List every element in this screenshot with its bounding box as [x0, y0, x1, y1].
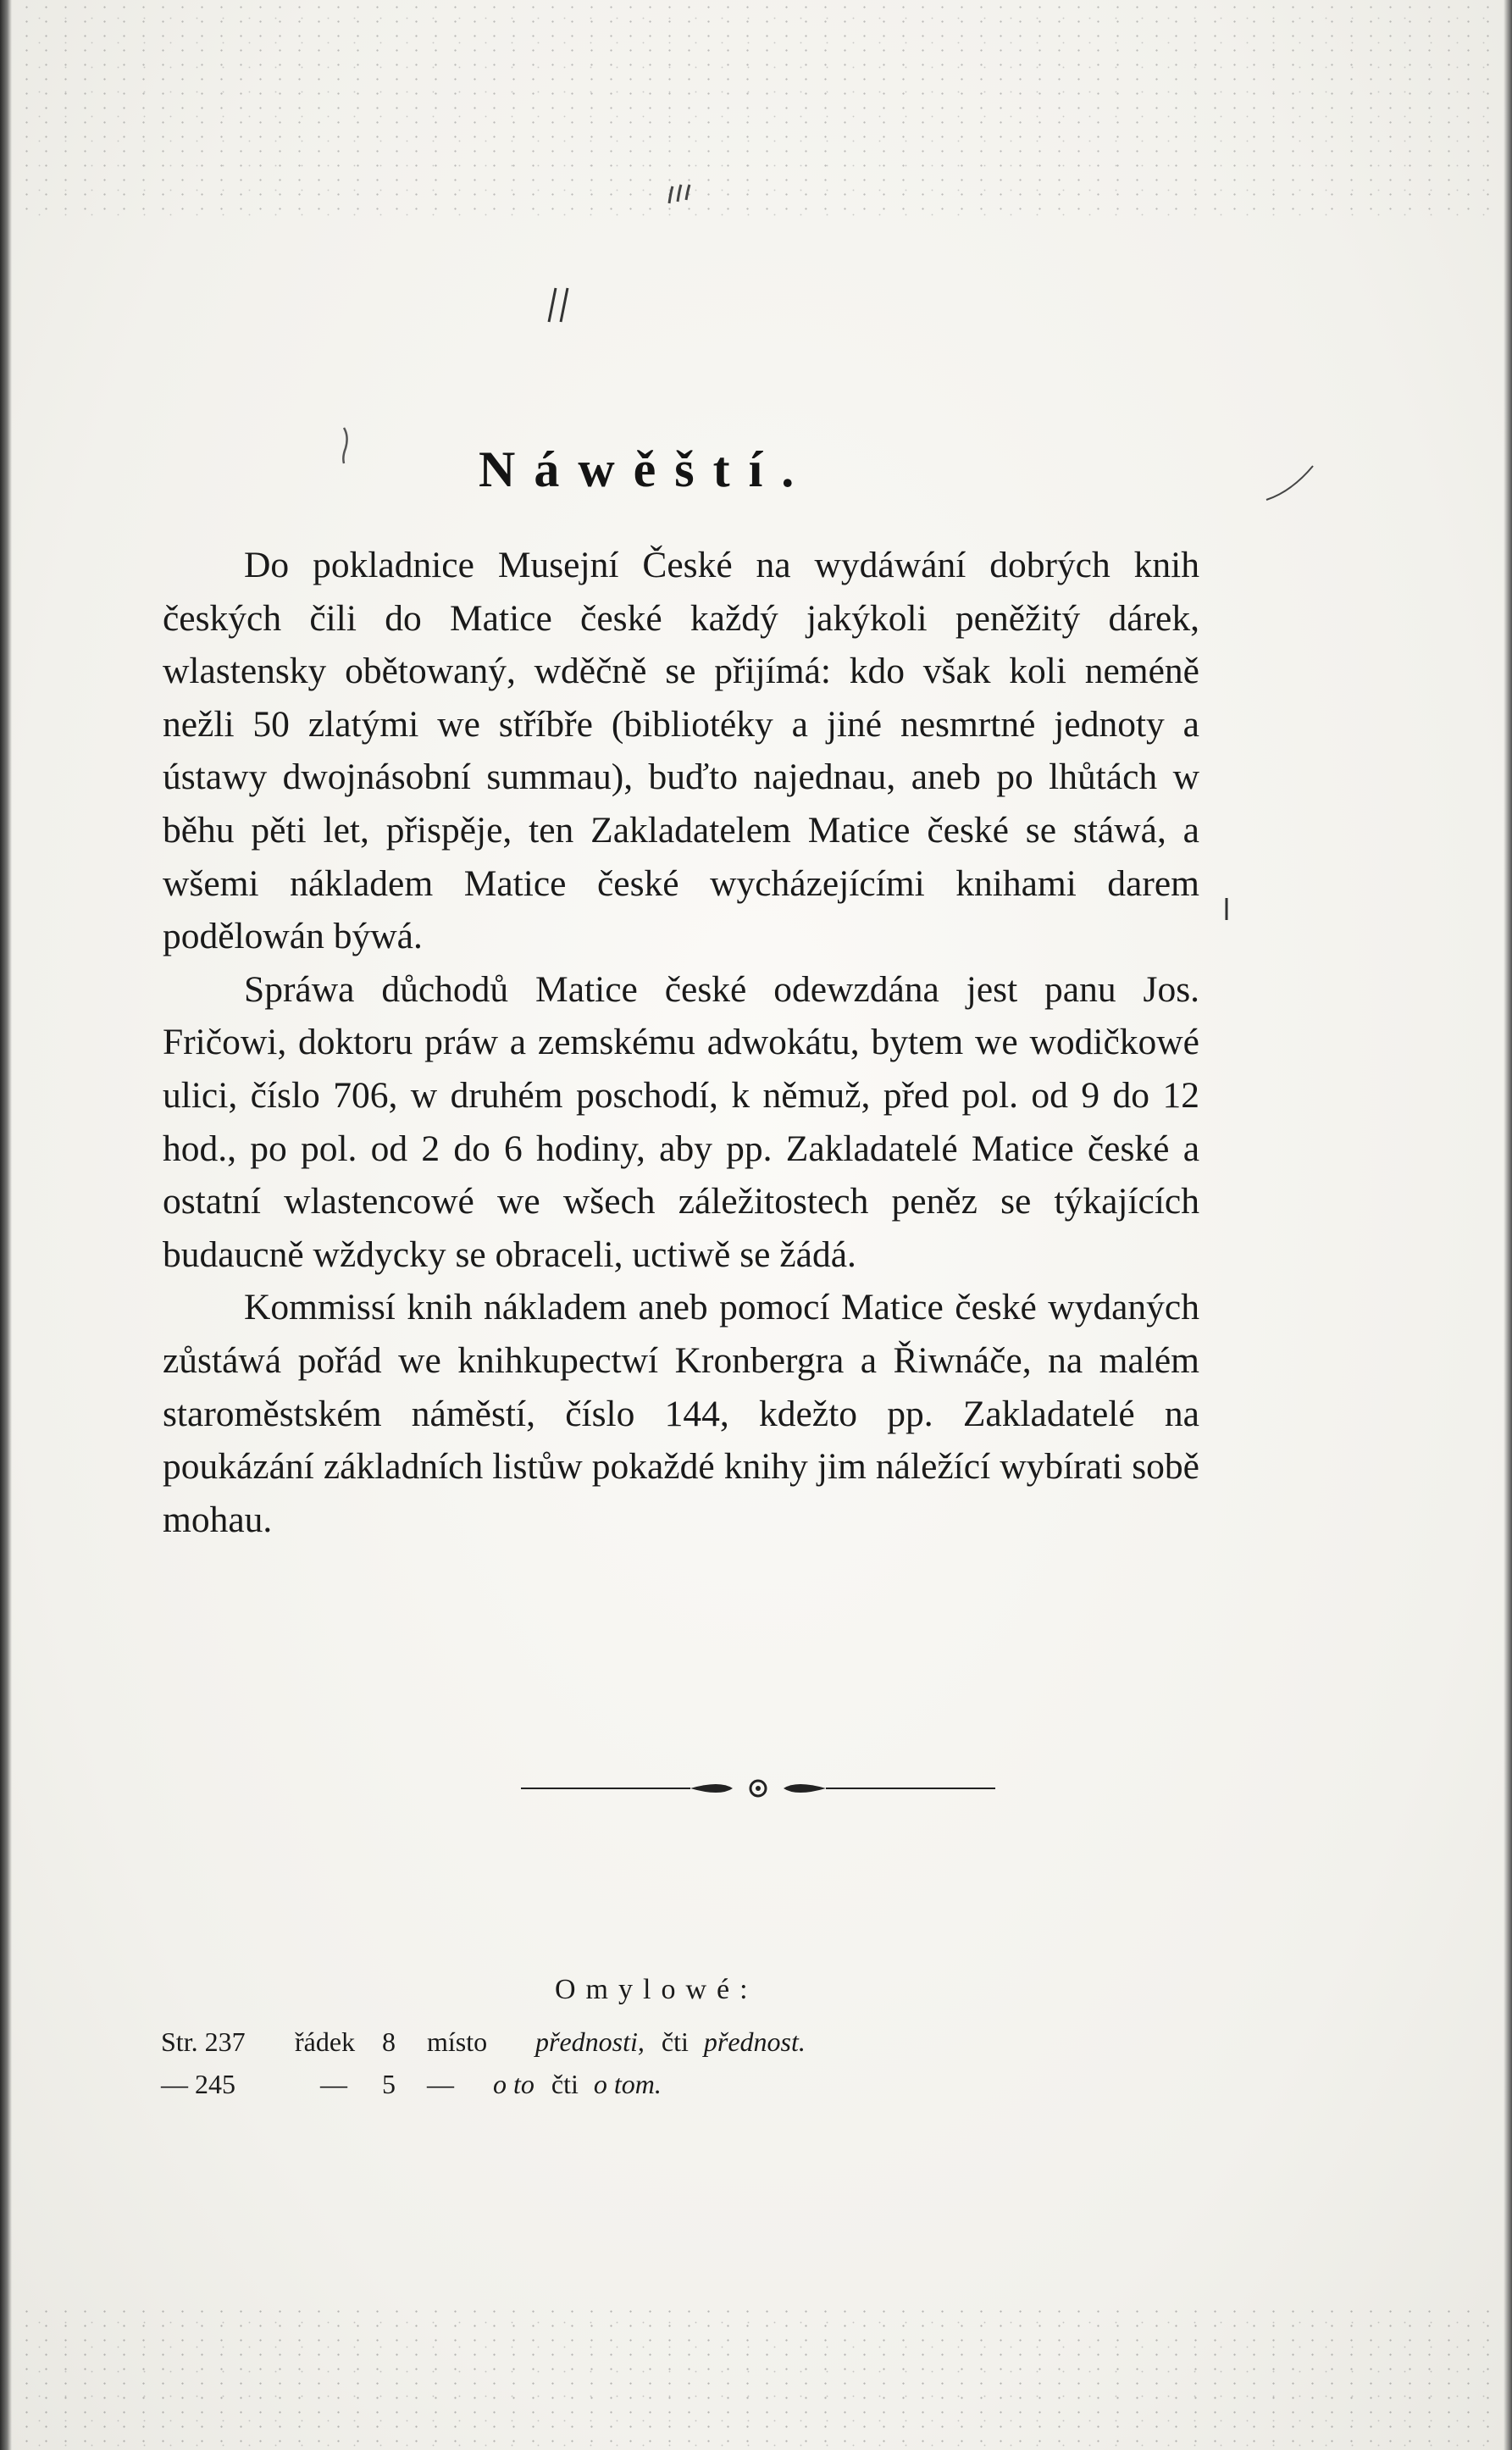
errata-misto: — — [427, 2069, 454, 2099]
errata-heading: Omylowé: — [555, 1974, 758, 2005]
notice-body — [163, 539, 1199, 1546]
errata-wrong: o to — [493, 2069, 534, 2099]
errata-line-label: řádek — [295, 2026, 356, 2057]
decorative-divider — [521, 1773, 995, 1804]
paragraph-administration: Spráwa důchodů Matice české odewzdána jest panu Jos. Fričowi, doktoru práw a zemskému adwokátu, bytem we wodičkowé ulici, číslo 706, w druhém poschodí, k němuž, před pol. od 9 do 12 hod., po pol. od 2 do 6 hodiny, aby pp. Zakladatelé Matice české a ostatní wlastencowé we wšech záležitostech peněz se týkajících budaucně wždycky se obraceli, uctiwě se žádá. — [163, 968, 1199, 1275]
errata-page-ref: — 245 — [161, 2069, 235, 2099]
errata-line-number: 8 — [382, 2026, 396, 2057]
errata-page-ref: Str. 237 — [161, 2026, 246, 2057]
errata-wrong: přednosti, — [535, 2026, 645, 2057]
page-title: Náwěští. — [479, 441, 813, 497]
errata-line-label: — — [320, 2069, 347, 2099]
errata-cti: čti — [661, 2026, 689, 2057]
errata-row — [161, 2069, 662, 2100]
errata-cti: čti — [551, 2069, 579, 2099]
errata-misto: místo — [427, 2026, 488, 2057]
errata-line-number: 5 — [382, 2069, 396, 2099]
paragraph-commission: Kommissí knih nákladem aneb pomocí Matice české wydaných zůstáwá pořád we knihkupectwí Kronbergra a Řiwnáče, na malém staroměstském náměstí, číslo 144, kdežto pp. Zakladatelé na poukázání základních listůw pokaždé knihy jim náležící wybírati sobě mohau. — [163, 1287, 1199, 1540]
errata-right: přednost. — [703, 2026, 806, 2057]
errata-row — [161, 2026, 806, 2058]
paragraph-contributions: Do pokladnice Musejní České na wydáwání dobrých knih českých čili do Matice české každý jakýkoli peněžitý dárek, wlastensky obětowaný, wděčně se přijímá: kdo však koli neméně nežli 50 zlatými we stříbře (bibliotéky a jiné nesmrtné jednoty a ústawy dwojnásobní summau), buďto najednau, aneb po lhůtách w běhu pěti let, přispěje, ten Zakladatelem Matice české se stáwá, a wšemi nákladem Matice české wycházejícími knihami darem podělowán býwá. — [163, 545, 1199, 957]
errata-right: o tom. — [593, 2069, 662, 2099]
